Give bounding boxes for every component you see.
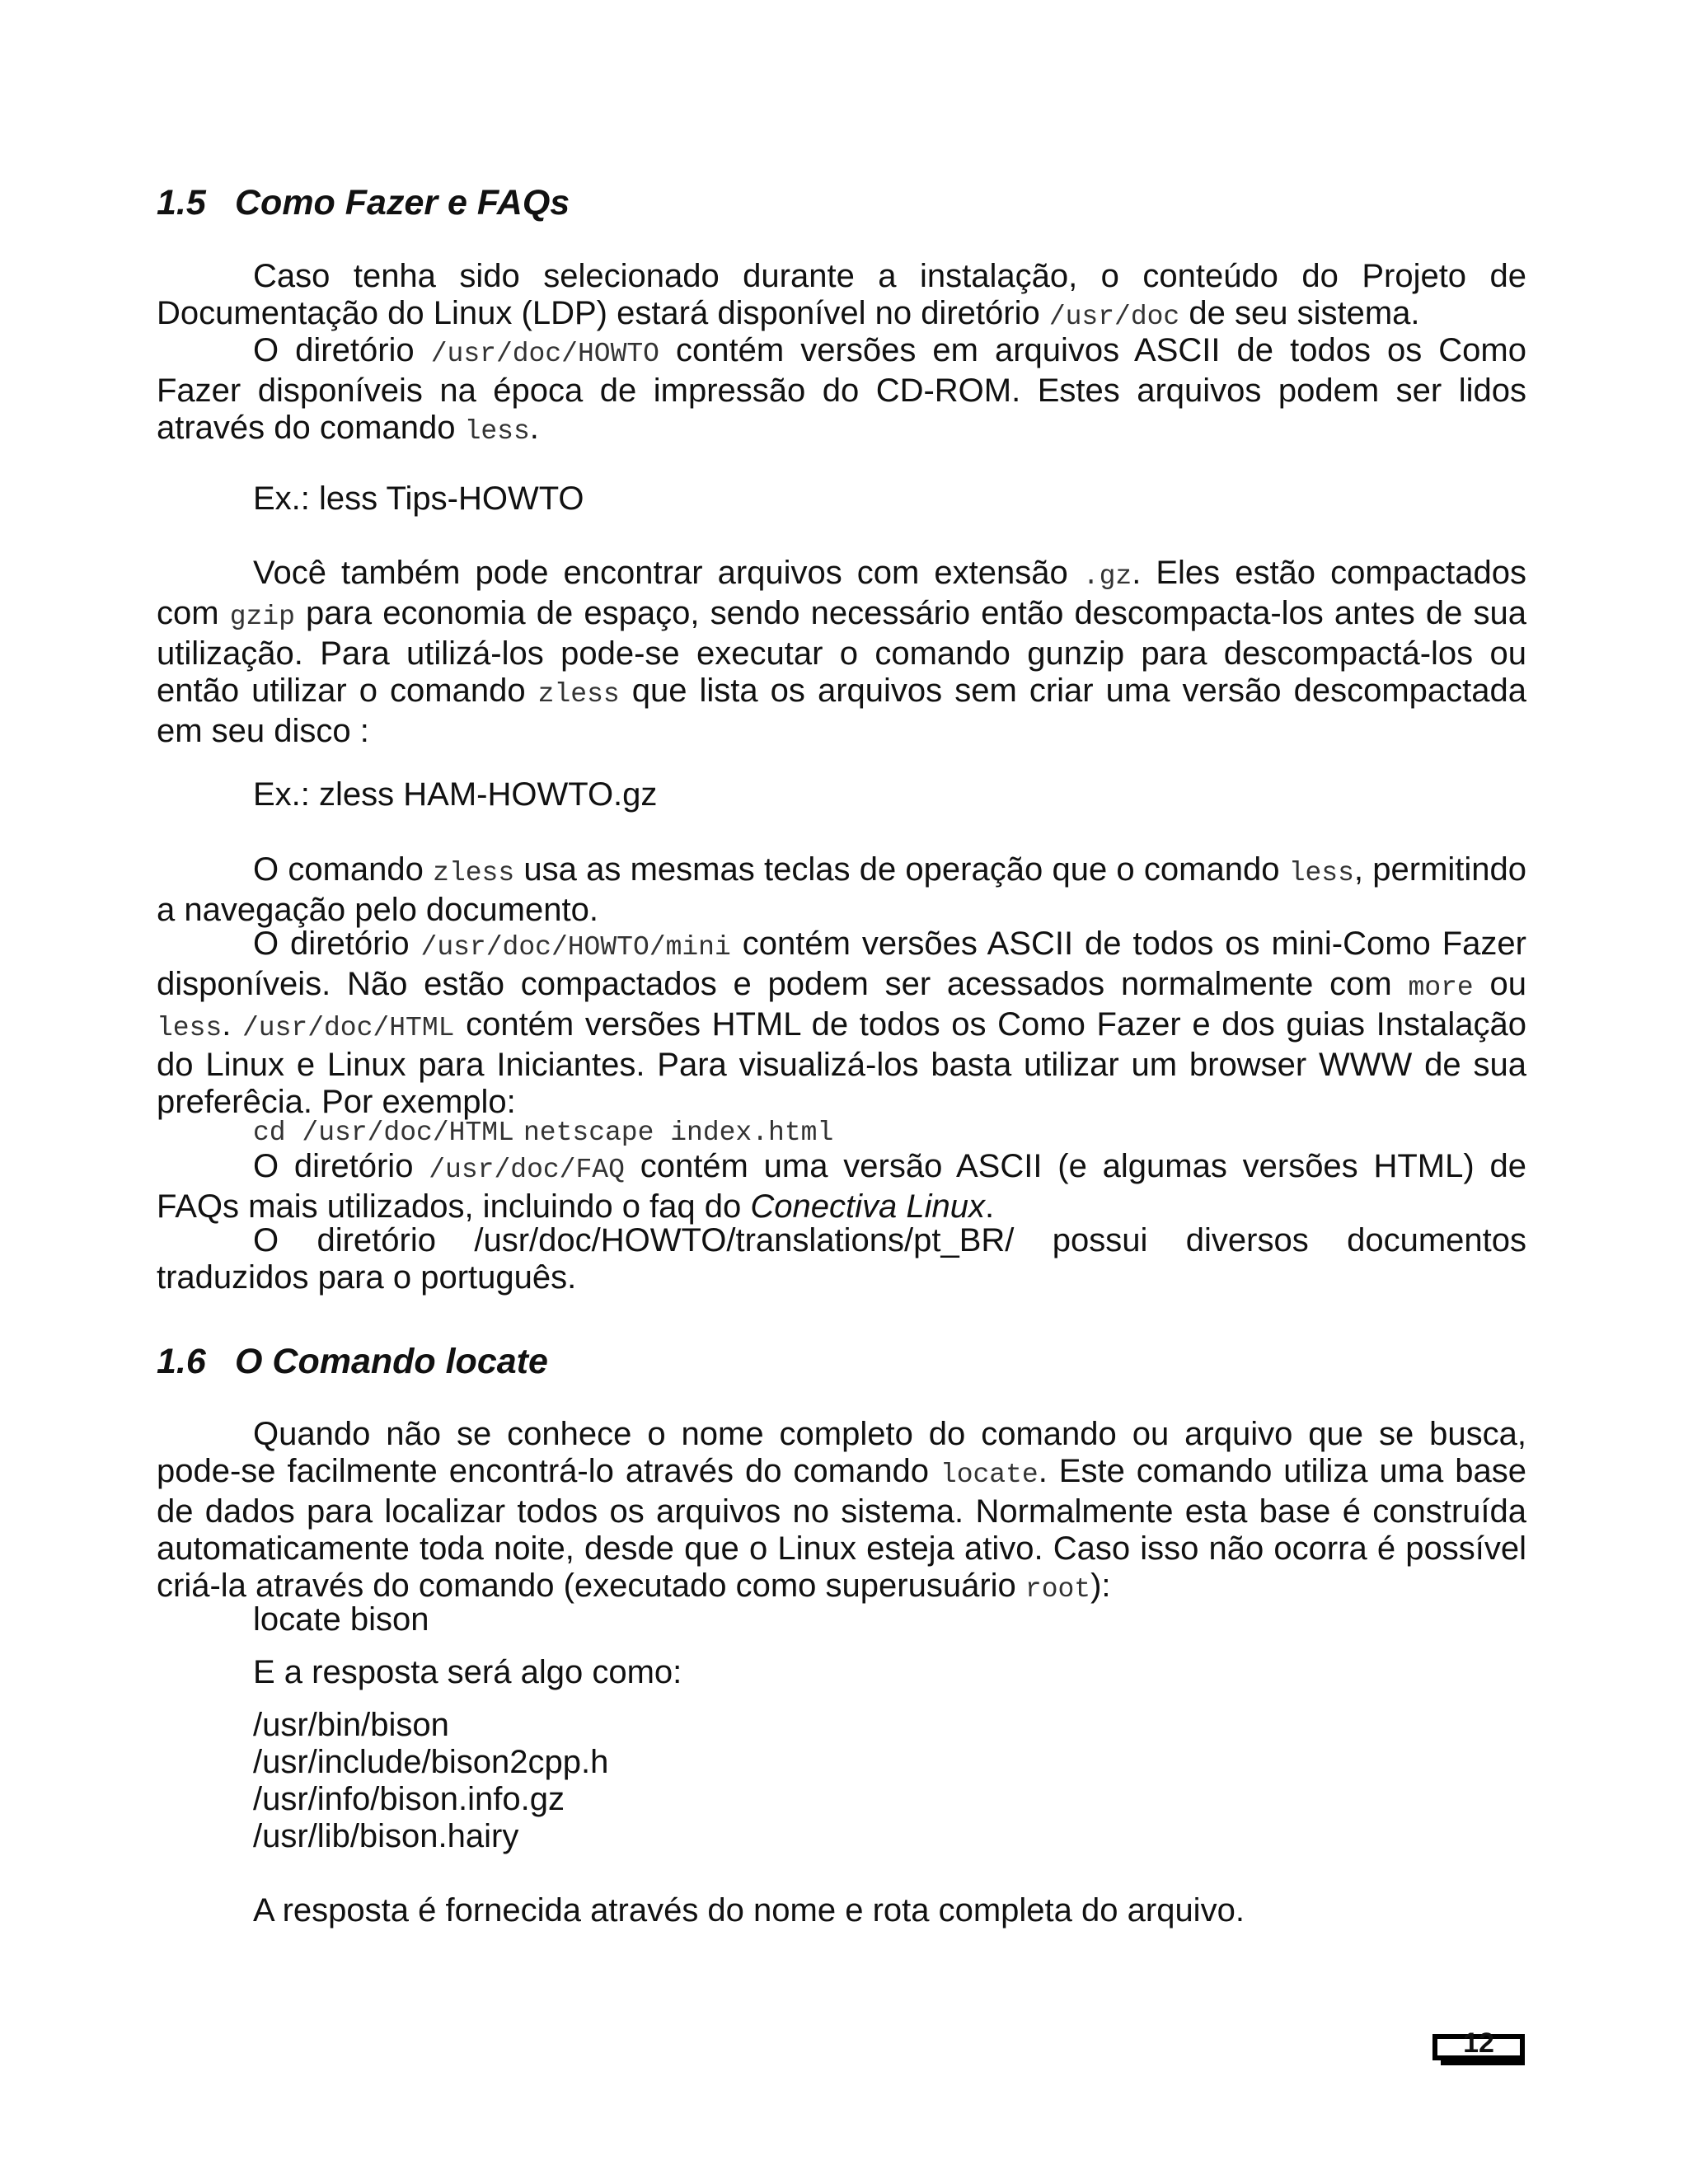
inline-code: root <box>1025 1574 1091 1605</box>
page-number-box <box>1432 2027 1525 2060</box>
result-line: /usr/info/bison.info.gz <box>253 1781 565 1817</box>
inline-code: /usr/doc/HTML <box>241 1013 455 1043</box>
emphasis: Conectiva Linux <box>750 1188 985 1225</box>
example-zless: Ex.: zless HAM-HOWTO.gz <box>253 776 658 813</box>
paragraph-howto: O diretório /usr/doc/HOWTO contém versões em arquivos ASCII de todos os Como Fazer disponíveis na época de impressão do CD-ROM. Estes arquivos podem ser lidos através do comando less. <box>157 332 1526 447</box>
section-title: Como Fazer e FAQs <box>235 183 570 223</box>
section-heading-1-5 <box>157 183 570 223</box>
final-paragraph: A resposta é fornecida através do nome e rota completa do arquivo. <box>253 1892 1245 1929</box>
example-less: Ex.: less Tips-HOWTO <box>253 480 584 517</box>
result-line: /usr/bin/bison <box>253 1707 449 1743</box>
inline-code: .gz <box>1082 561 1132 592</box>
command-example <box>253 1111 833 1151</box>
inline-code: more <box>1408 972 1474 1003</box>
inline-code: gzip <box>229 602 295 632</box>
command-netscape: netscape index.html <box>523 1118 834 1148</box>
paragraph-locate: Quando não se conhece o nome completo do comando ou arquivo que se busca, pode-se facilmente encontrá-lo através do comando locate. Este comando utiliza uma base de dados para localizar todos os arquivos no sistema. Normalmente esta base é construída automaticamente toda noite, desde que o Linux esteja ativo. Caso isso não ocorra é possível criá-la através do comando (executado como superusuário root): <box>157 1416 1526 1605</box>
inline-code: less <box>157 1013 223 1043</box>
reply-text: E a resposta será algo como: <box>253 1654 682 1690</box>
page-number: 12 <box>1463 2027 1494 2059</box>
paragraph-faq: O diretório /usr/doc/FAQ contém uma versão ASCII (e algumas versões HTML) de FAQs mais utilizados, incluindo o faq do Conectiva Linux. <box>157 1148 1526 1225</box>
section-title: O Comando locate <box>235 1342 548 1381</box>
command-cd: cd /usr/doc/HTML <box>253 1118 514 1148</box>
result-line: /usr/include/bison2cpp.h <box>253 1744 609 1780</box>
paragraph-zless: O comando zless usa as mesmas teclas de operação que o comando less, permitindo a navegação pelo documento. <box>157 851 1527 928</box>
paragraph-translations: O diretório /usr/doc/HOWTO/translations/pt_BR/ possui diversos documentos traduzidos para o português. <box>157 1222 1526 1296</box>
inline-code: less <box>464 416 530 447</box>
inline-code: less <box>1288 858 1354 888</box>
inline-code: /usr/doc/HOWTO/mini <box>420 932 731 963</box>
inline-code: zless <box>433 858 515 888</box>
section-heading-1-6 <box>157 1342 548 1382</box>
paragraph-mini-html: O diretório /usr/doc/HOWTO/mini contém versões ASCII de todos os mini-Como Fazer disponíveis. Não estão compactados e podem ser acessados normalmente com more ou less. /usr/doc/HTML contém versões HTML de todos os Como Fazer e dos guias Instalação do Linux e Linux para Iniciantes. Para visualizá-los basta utilizar um browser WWW de sua preferêcia. Por exemplo: <box>157 926 1527 1120</box>
result-line: /usr/lib/bison.hairy <box>253 1818 519 1854</box>
section-number: 1.6 <box>157 1342 206 1381</box>
inline-code: locate <box>940 1460 1039 1490</box>
inline-code: zless <box>537 679 620 710</box>
inline-code: /usr/doc/FAQ <box>429 1155 625 1185</box>
inline-code: /usr/doc/HOWTO <box>430 339 659 369</box>
inline-code: /usr/doc <box>1048 302 1180 332</box>
section-number: 1.5 <box>157 183 206 223</box>
paragraph-gz: Você também pode encontrar arquivos com extensão .gz. Eles estão compactados com gzip para economia de espaço, sendo necessário então descompacta-los antes de sua utilização. Para utilizá-los pode-se executar o comando gunzip para descompactá-los ou então utilizar o comando zless que lista os arquivos sem criar uma versão descompactada em seu disco : <box>157 555 1526 749</box>
command-locate: locate bison <box>253 1601 429 1638</box>
paragraph-ldp: Caso tenha sido selecionado durante a instalação, o conteúdo do Projeto de Documentação do Linux (LDP) estará disponível no diretório /usr/doc de seu sistema. <box>157 258 1526 332</box>
